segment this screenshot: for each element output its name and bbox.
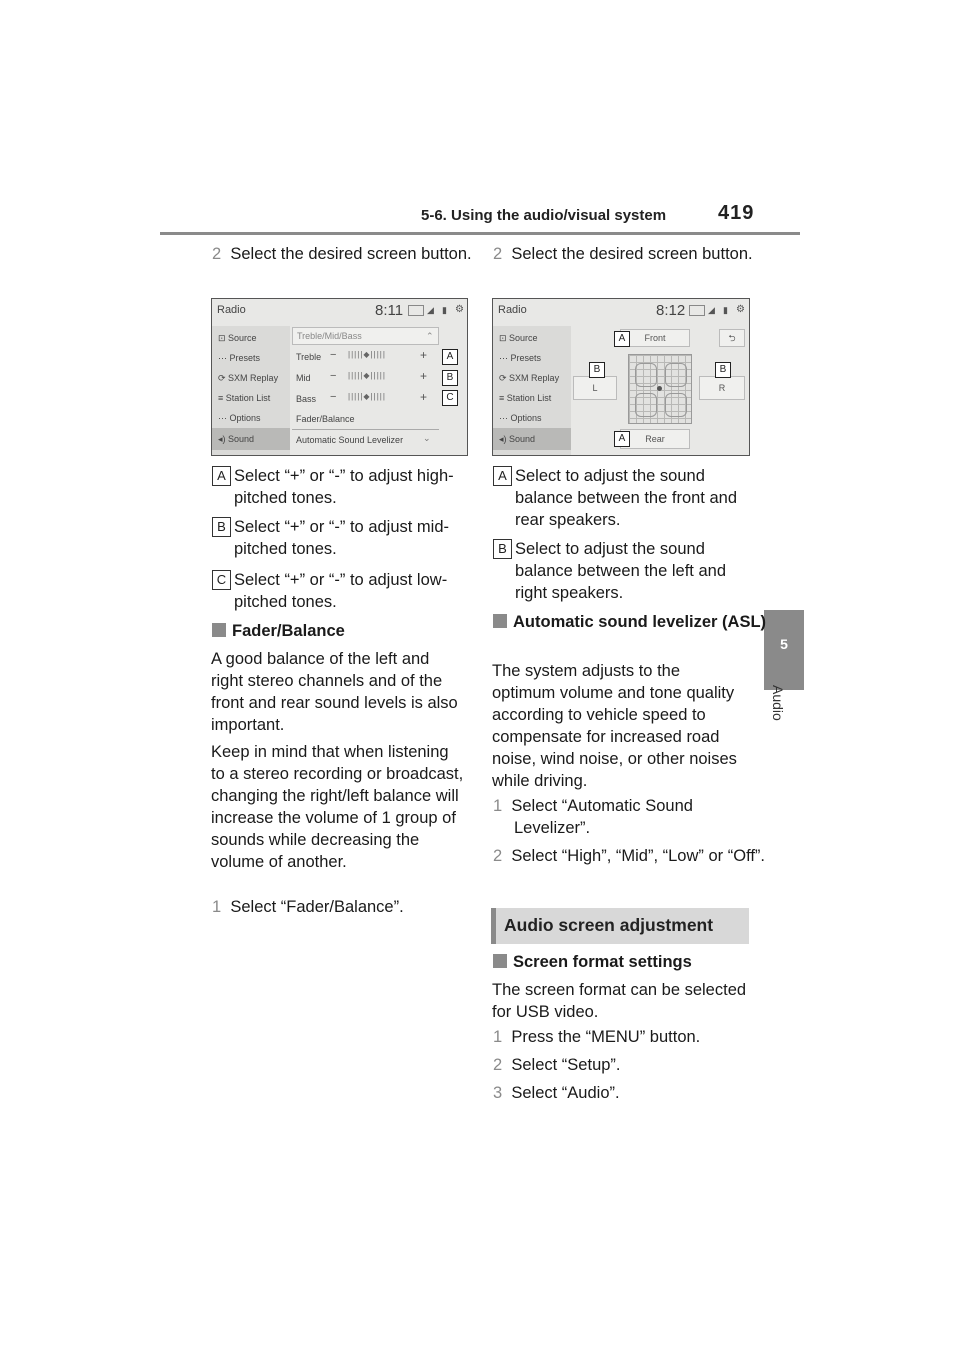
page-number: 419 [718, 202, 755, 224]
menu-sxm-replay[interactable]: ⟳ SXM Replay [499, 373, 560, 383]
callout-a-bottom: A [614, 431, 630, 447]
callout-c: C [442, 390, 458, 406]
chevron-down-icon: ⌄ [423, 433, 431, 443]
right-button[interactable]: R [699, 376, 745, 400]
section-heading: Audio screen adjustment [504, 915, 714, 935]
menu-sound[interactable]: ◂) Sound [493, 428, 571, 450]
bass-plus-button[interactable]: + [420, 390, 428, 404]
screen-title: Radio [217, 304, 246, 316]
left-button[interactable]: L [573, 376, 617, 400]
balance-point-icon [657, 386, 662, 391]
menu-sxm-replay[interactable]: ⟳ SXM Replay [218, 373, 279, 383]
treble-slider[interactable]: |||||◆||||| [348, 350, 386, 359]
rear-button[interactable]: Rear [620, 429, 690, 449]
status-icon [408, 305, 424, 316]
status-icon [689, 305, 705, 316]
menu-station-list[interactable]: ≡ Station List [218, 393, 271, 403]
sf-step-2: 2 Select “Setup”. [493, 1056, 621, 1074]
asl-para: The system adjusts to the optimum volume and tone quality according to vehicle speed to compensate for increased road noise, wind noise, or other noises while driving. [492, 662, 737, 790]
speaker-icon [635, 363, 657, 387]
speaker-icon [635, 393, 657, 417]
signal-icon: ◢ [427, 305, 434, 315]
treble-minus-button[interactable]: − [330, 349, 337, 361]
label-a-text: A Select “+” or “-” to adjust high-pitched tones. [212, 466, 469, 510]
bluetooth-icon: ▮ [442, 305, 447, 315]
bluetooth-icon: ▮ [723, 305, 728, 315]
settings-icon: ⚙ [736, 304, 745, 315]
right-step-2: 2 Select the desired screen button. [493, 245, 753, 263]
bass-slider[interactable]: |||||◆||||| [348, 392, 386, 401]
treble-plus-button[interactable]: + [420, 348, 428, 362]
chevron-up-icon: ⌃ [426, 331, 434, 341]
signal-icon: ◢ [708, 305, 715, 315]
callout-b-right: B [715, 362, 731, 378]
row-divider [292, 429, 439, 430]
label-c-text: C Select “+” or “-” to adjust low-pitched tones. [212, 570, 469, 614]
menu-source[interactable]: ⊡ Source [218, 333, 257, 343]
bass-minus-button[interactable]: − [330, 391, 337, 403]
asl-step-1: 1 Select “Automatic Sound Levelizer”. [493, 797, 693, 837]
asl-heading: Automatic sound levelizer (ASL) [493, 611, 770, 633]
sf-step-1: 1 Press the “MENU” button. [493, 1028, 701, 1046]
mid-plus-button[interactable]: + [420, 369, 428, 383]
front-button[interactable]: Front [620, 329, 690, 347]
label-b-text: B Select to adjust the sound balance between the left and right speakers. [493, 539, 750, 605]
callout-b-left: B [589, 362, 605, 378]
screen-format-heading: Screen format settings [493, 951, 692, 973]
mid-minus-button[interactable]: − [330, 370, 337, 382]
section-heading-box [491, 908, 749, 944]
mid-slider[interactable]: |||||◆||||| [348, 371, 386, 380]
menu-options[interactable]: ··· Options [218, 413, 261, 423]
menu-presets[interactable]: ⋯ Presets [499, 353, 542, 363]
menu-sound[interactable]: ◂) Sound [212, 428, 290, 450]
asl-step-2: 2 Select “High”, “Mid”, “Low” or “Off”. [493, 847, 766, 865]
treble-mid-bass-header[interactable]: Treble/Mid/Bass ⌃ [292, 327, 439, 345]
treble-label: Treble [296, 352, 322, 362]
fader-balance-row[interactable]: Fader/Balance [296, 414, 355, 424]
fader-balance-screen [492, 298, 750, 456]
screen-clock: 8:11 [375, 302, 404, 319]
treble-mid-bass-screen [211, 298, 468, 456]
sf-step-3: 3 Select “Audio”. [493, 1084, 620, 1102]
left-step-1: 1 Select “Fader/Balance”. [212, 898, 404, 916]
fader-para-2: Keep in mind that when listening to a stereo recording or broadcast, changing the right/left balance will increase the volume of 1 group of sounds while decreasing the volume of another. [211, 743, 464, 871]
fader-para-1: A good balance of the left and right stereo channels and of the front and rear sound levels is also important. [211, 650, 458, 734]
asl-row[interactable]: Automatic Sound Levelizer [296, 435, 404, 445]
section-title: 5-6. Using the audio/visual system [421, 207, 667, 224]
bass-label: Bass [296, 394, 317, 404]
fader-balance-heading: Fader/Balance [212, 620, 345, 642]
screen-format-para: The screen format can be selected for USB video. [492, 981, 747, 1021]
chapter-number: 5 [780, 636, 788, 652]
balance-grid[interactable] [628, 354, 692, 424]
menu-presets[interactable]: ⋯ Presets [218, 353, 261, 363]
callout-a-top: A [614, 331, 630, 347]
speaker-icon [665, 363, 687, 387]
settings-icon: ⚙ [455, 304, 464, 315]
header-rule [160, 232, 800, 235]
mid-label: Mid [296, 373, 311, 383]
speaker-icon [665, 393, 687, 417]
back-icon[interactable]: ⮌ [719, 329, 745, 347]
callout-a: A [442, 349, 458, 365]
label-a-text: A Select to adjust the sound balance between the front and rear speakers. [493, 466, 750, 532]
menu-options[interactable]: ··· Options [499, 413, 542, 423]
menu-station-list[interactable]: ≡ Station List [499, 393, 552, 403]
screen-title: Radio [498, 304, 527, 316]
left-step-2: 2 Select the desired screen button. [212, 245, 472, 263]
chapter-label: Audio [770, 685, 786, 721]
label-b-text: B Select “+” or “-” to adjust mid-pitched tones. [212, 517, 469, 561]
menu-source[interactable]: ⊡ Source [499, 333, 538, 343]
screen-clock: 8:12 [656, 302, 686, 319]
callout-b: B [442, 370, 458, 386]
